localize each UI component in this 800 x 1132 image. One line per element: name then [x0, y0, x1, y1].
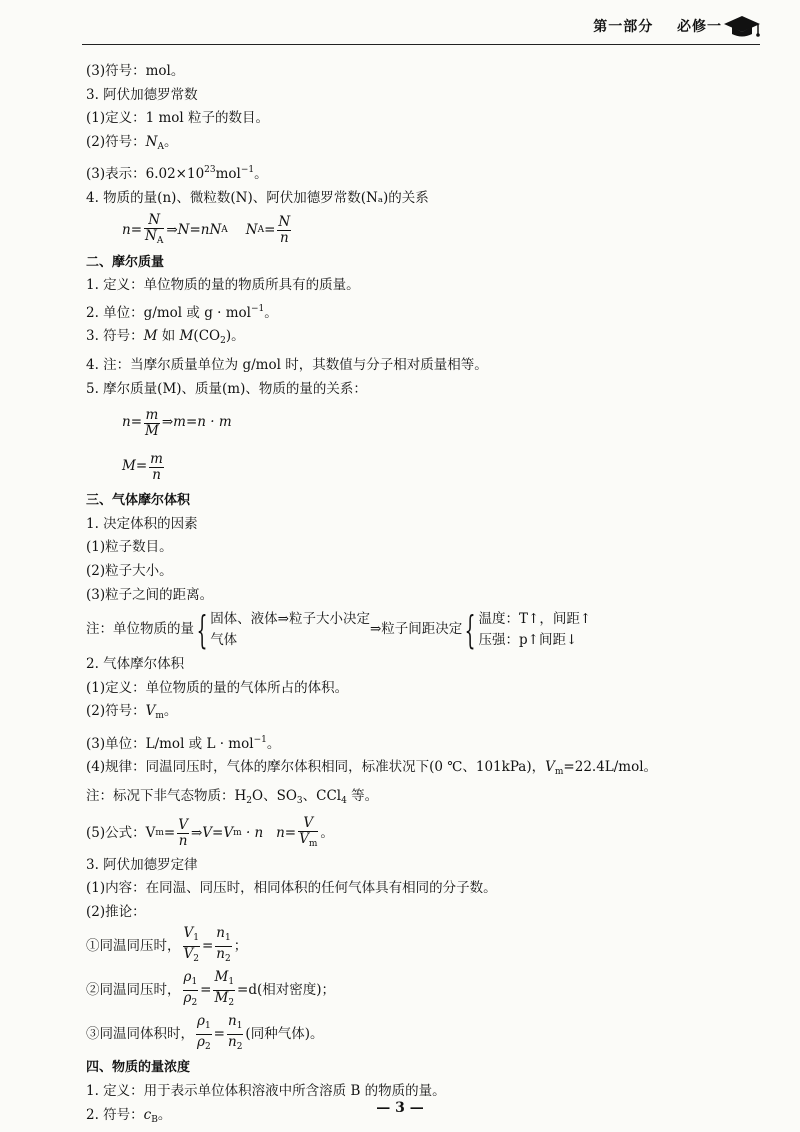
text-line: (3)表示：$6.02\times 10^{23}mol^{-1}$。 [86, 165, 268, 183]
text-line: (2)推论： [86, 903, 146, 920]
corollary-3: ③同温同体积时， $\frac{\rho_1}{\rho_2}$ = $\frac{n_1}{n_2}$ (同种气体)。 [86, 1012, 324, 1052]
text-line: 4. 注：当摩尔质量单位为 g/mol 时，其数值与分子相对质量相等。 [86, 356, 488, 373]
corollary-2: ②同温同压时， $\frac{\rho_1}{\rho_2}$ = $\frac{M_1}{M_2}$ =d(相对密度)； [86, 968, 336, 1008]
section-heading: 二、摩尔质量 [86, 254, 165, 270]
corollary-1: ①同温同压时， $\frac{V_1}{V_2}$ = $\frac{n_1}{n_2}$ ； [86, 924, 248, 964]
text-line: (2)符号：$N_A$。 [86, 133, 178, 152]
volume-factors-note: 注：单位物质的量 { 固体、液体⇒粒子大小决定 气体 ⇒粒子间距决定 { 温度：T↑，间距↑ 压强：p↑间距↓ [86, 608, 592, 653]
text-line: 5. 摩尔质量(M)、质量(m)、物质的量的关系： [86, 380, 367, 397]
text-line: 3. 阿伏加德罗定律 [86, 856, 198, 873]
header-section: 第一部分 [593, 19, 654, 35]
formula-Vm: (5)公式：V m = $\frac{V}{n}$ ⇒V=V m · n n= $\frac{V}{V_m}$ 。 [86, 814, 334, 850]
text-line: (4)规律：同温同压时，气体的摩尔体积相同，标准状况下(0 ℃、101kPa)，$V_m=22.4L$/mol。 [86, 759, 658, 778]
text-line: 2. 符号：$c_B$。 [86, 1106, 172, 1125]
formula-M-m-n: M= $\frac{m}{n}$ [122, 450, 163, 483]
section-heading: 三、气体摩尔体积 [86, 493, 191, 509]
text-line: 1. 定义：用于表示单位体积溶液中所含溶质 B 的物质的量。 [86, 1083, 446, 1100]
formula-n-N-NA: n= $\frac{N}{N_A}$ ⇒N=nN A N A = $\frac{N}{n}$ [122, 211, 291, 247]
formula-n-m-M: n= $\frac{m}{M}$ ⇒m=n · m [122, 406, 232, 439]
text-line: (1)内容：在同温、同压时，相同体积的任何气体具有相同的分子数。 [86, 880, 497, 897]
text-line: 3. 符号：M 如 $M(CO_2)$。 [86, 328, 245, 347]
text-line: 2. 气体摩尔体积 [86, 656, 185, 673]
text-line: (1)定义：单位物质的量的气体所占的体积。 [86, 679, 349, 696]
text-line: (3)单位：L/mol 或 L · mol$^{-1}$。 [86, 734, 281, 752]
text-line: 注：标况下非气态物质：$H_2O$、$SO_3$、CCl$_4$ 等。 [86, 788, 379, 807]
text-line: (1)粒子数目。 [86, 539, 173, 556]
running-header [593, 16, 722, 36]
text-line: (3)符号：mol。 [86, 63, 185, 79]
header-book: 必修一 [677, 19, 722, 35]
graduation-cap-icon [722, 12, 762, 40]
text-line: (1)定义：1 mol 粒子的数目。 [86, 110, 270, 127]
text-line: (2)符号：$V_m$。 [86, 703, 178, 722]
text-line: 2. 单位：g/mol 或 g · mol$^{-1}$。 [86, 303, 278, 321]
header-rule [82, 44, 760, 45]
text-line: (3)粒子之间的距离。 [86, 586, 214, 603]
text-line: 4. 物质的量(n)、微粒数(N)、阿伏加德罗常数(Nₐ)的关系 [86, 189, 429, 206]
text-line: 1. 决定体积的因素 [86, 515, 198, 532]
section-heading: 四、物质的量浓度 [86, 1060, 191, 1076]
page-content [86, 60, 746, 1132]
page-number: — 3 — [376, 1100, 424, 1116]
text-line: (2)粒子大小。 [86, 562, 173, 579]
text-line: 1. 定义：单位物质的量的物质所具有的质量。 [86, 277, 360, 294]
text-line: 3. 阿伏加德罗常数 [86, 86, 198, 103]
